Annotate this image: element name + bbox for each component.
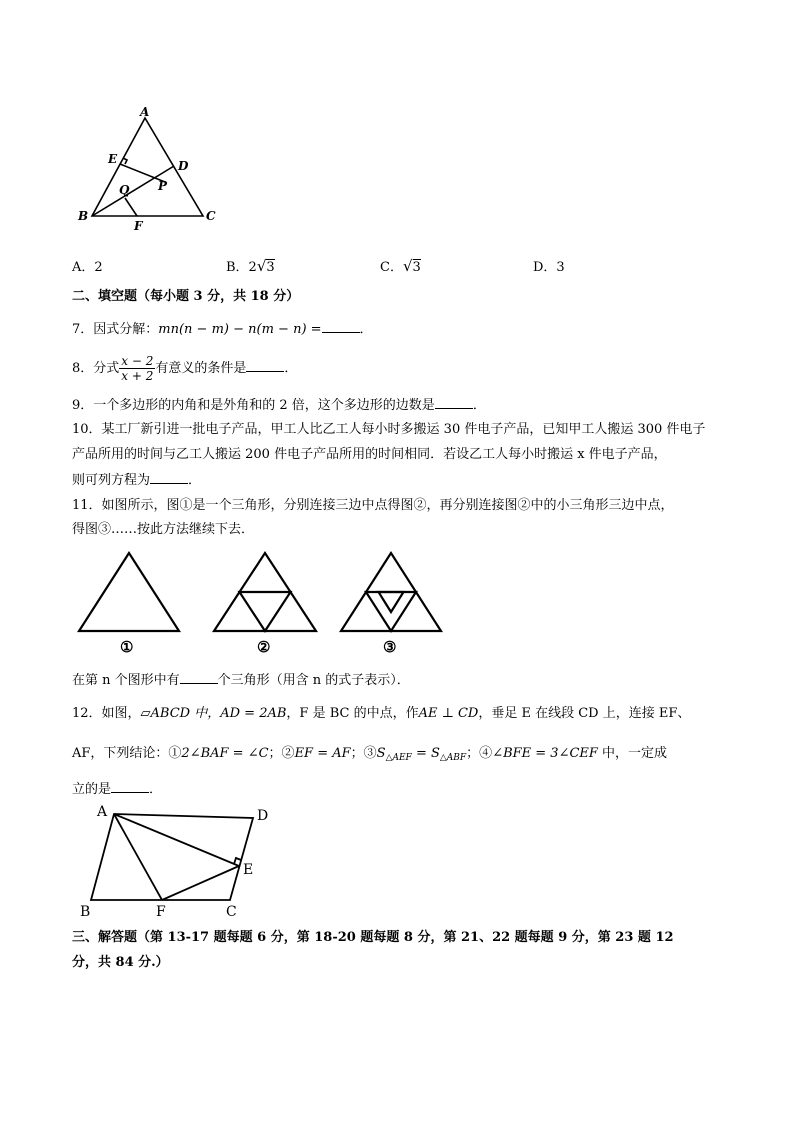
q10-suffix: ． <box>188 473 202 488</box>
label-p: P <box>158 179 168 193</box>
q8-mid: 有意义的条件是 <box>155 361 247 376</box>
sqrt-symbol: √ <box>402 257 413 275</box>
q12-l2k: ∠BFE = 3∠CEF <box>492 746 598 761</box>
q12-l1f: ，垂足 E 在线段 CD 上，连接 EF、 <box>478 706 691 721</box>
question-8 <box>72 352 297 386</box>
q12-line3: 立的是 <box>72 782 112 797</box>
option-b-radicand: 3 <box>266 260 275 275</box>
q12-l1c: AD = 2AB <box>220 706 287 721</box>
option-d: D．3 <box>533 260 565 275</box>
triangle-figures <box>70 548 460 658</box>
q12-l1a: 12．如图， <box>72 706 141 721</box>
option-c-prefix: C． <box>380 260 403 275</box>
option-b <box>226 256 275 275</box>
q7-expr: mn(n − m) − n(m − n) = <box>158 322 322 337</box>
option-a: A．2 <box>72 260 103 275</box>
label-a: A <box>140 105 150 119</box>
q7-prefix: 7．因式分解： <box>72 322 159 337</box>
q12-l2e: ；③ <box>350 746 377 761</box>
figure-3-label: ③ <box>383 638 397 656</box>
label-q: Q <box>119 183 130 197</box>
question-9 <box>72 396 486 415</box>
q12-l1d: ，F 是 BC 的中点，作 <box>286 706 419 721</box>
question-12-line-1 <box>72 705 690 723</box>
q12-l2g: △AEF <box>385 753 412 763</box>
pg-label-e: E <box>243 862 254 878</box>
label-c: C <box>206 209 216 223</box>
q9-blank <box>435 396 473 409</box>
section-2-title: 二、填空题（每小题 3 分，共 18 分） <box>72 289 300 304</box>
q7-blank <box>322 320 360 333</box>
q9-text: 9．一个多边形的内角和是外角和的 2 倍，这个多边形的边数是 <box>72 398 435 413</box>
q12-l2c: ；② <box>268 746 295 761</box>
q7-suffix: ． <box>359 322 373 337</box>
pg-label-c: C <box>226 904 237 920</box>
figure-1-label: ① <box>120 638 134 656</box>
q8-numerator: x − 2 <box>121 354 154 368</box>
q11-blank <box>180 671 218 684</box>
q8-prefix: 8．分式 <box>72 361 120 376</box>
pg-label-a: A <box>97 804 108 820</box>
question-10-line-1: 10．某工厂新引进一批电子产品，甲工人比乙工人每小时多搬运 30 件电子产品，已知甲工人搬运 300 件电子 <box>72 422 706 437</box>
option-c <box>380 256 421 275</box>
question-10-line-2: 产品所用的时间与乙工人搬运 200 件电子产品所用的时间相同．若设乙工人每小时搬运 x 件电子产品， <box>72 447 667 462</box>
q11-line3-prefix: 在第 n 个图形中有 <box>72 673 180 688</box>
figure-2-label: ② <box>257 638 271 656</box>
question-11-line-3 <box>72 671 410 690</box>
pg-label-b: B <box>80 904 91 920</box>
q8-denominator: x + 2 <box>121 369 154 383</box>
q8-blank <box>246 359 284 372</box>
question-11-line-1: 11．如图所示，图①是一个三角形，分别连接三边中点得图②，再分别连接图②中的小三角形三边中点， <box>72 498 674 513</box>
triangle-figure-abc <box>70 100 230 240</box>
q12-l2i: △ABF <box>439 753 467 763</box>
parallelogram-figure <box>70 800 300 925</box>
q12-l2a: AF，下列结论：① <box>72 746 182 761</box>
question-10-line-3 <box>72 471 201 490</box>
q9-suffix: ． <box>472 398 486 413</box>
sqrt-symbol: √ <box>256 257 267 275</box>
q12-l1e: AE ⊥ CD <box>418 706 479 721</box>
label-b: B <box>78 209 89 223</box>
q12-l2f: S <box>376 746 386 761</box>
q12-l2j: ；④ <box>466 746 493 761</box>
option-b-prefix: B．2 <box>226 260 257 275</box>
question-12-line-2 <box>72 745 667 767</box>
question-7 <box>72 320 373 339</box>
pg-label-f: F <box>156 904 166 920</box>
question-11-line-2: 得图③……按此方法继续下去． <box>72 522 255 537</box>
section-3-title-line-1: 三、解答题（第 13-17 题每题 6 分，第 18-20 题每题 8 分，第 21、22 题每题 9 分，第 23 题 12 <box>72 930 674 945</box>
q12-l2d: EF = AF <box>294 746 351 761</box>
option-c-radicand: 3 <box>412 260 421 275</box>
pg-label-d: D <box>257 808 269 824</box>
q8-suffix: ． <box>284 361 298 376</box>
section-3-title-line-2: 分，共 84 分.） <box>72 955 169 970</box>
q12-l2l: 中，一定成 <box>597 746 668 761</box>
label-e: E <box>108 152 118 166</box>
q11-line3-suffix: 个三角形（用含 n 的式子表示）． <box>217 673 410 688</box>
q10-line3: 则可列方程为 <box>72 473 151 488</box>
q12-suffix: ． <box>149 782 163 797</box>
q12-blank <box>111 780 149 793</box>
q12-l2h: = S <box>411 746 440 761</box>
parallelogram-icon: ▱ <box>140 706 151 721</box>
q8-fraction <box>119 354 155 383</box>
question-12-line-3 <box>72 780 162 799</box>
q12-l2b: 2∠BAF = ∠C <box>181 746 269 761</box>
q10-blank <box>150 471 188 484</box>
label-d: D <box>178 159 189 173</box>
label-f: F <box>134 219 143 233</box>
q12-l1b: ABCD 中， <box>150 706 221 721</box>
